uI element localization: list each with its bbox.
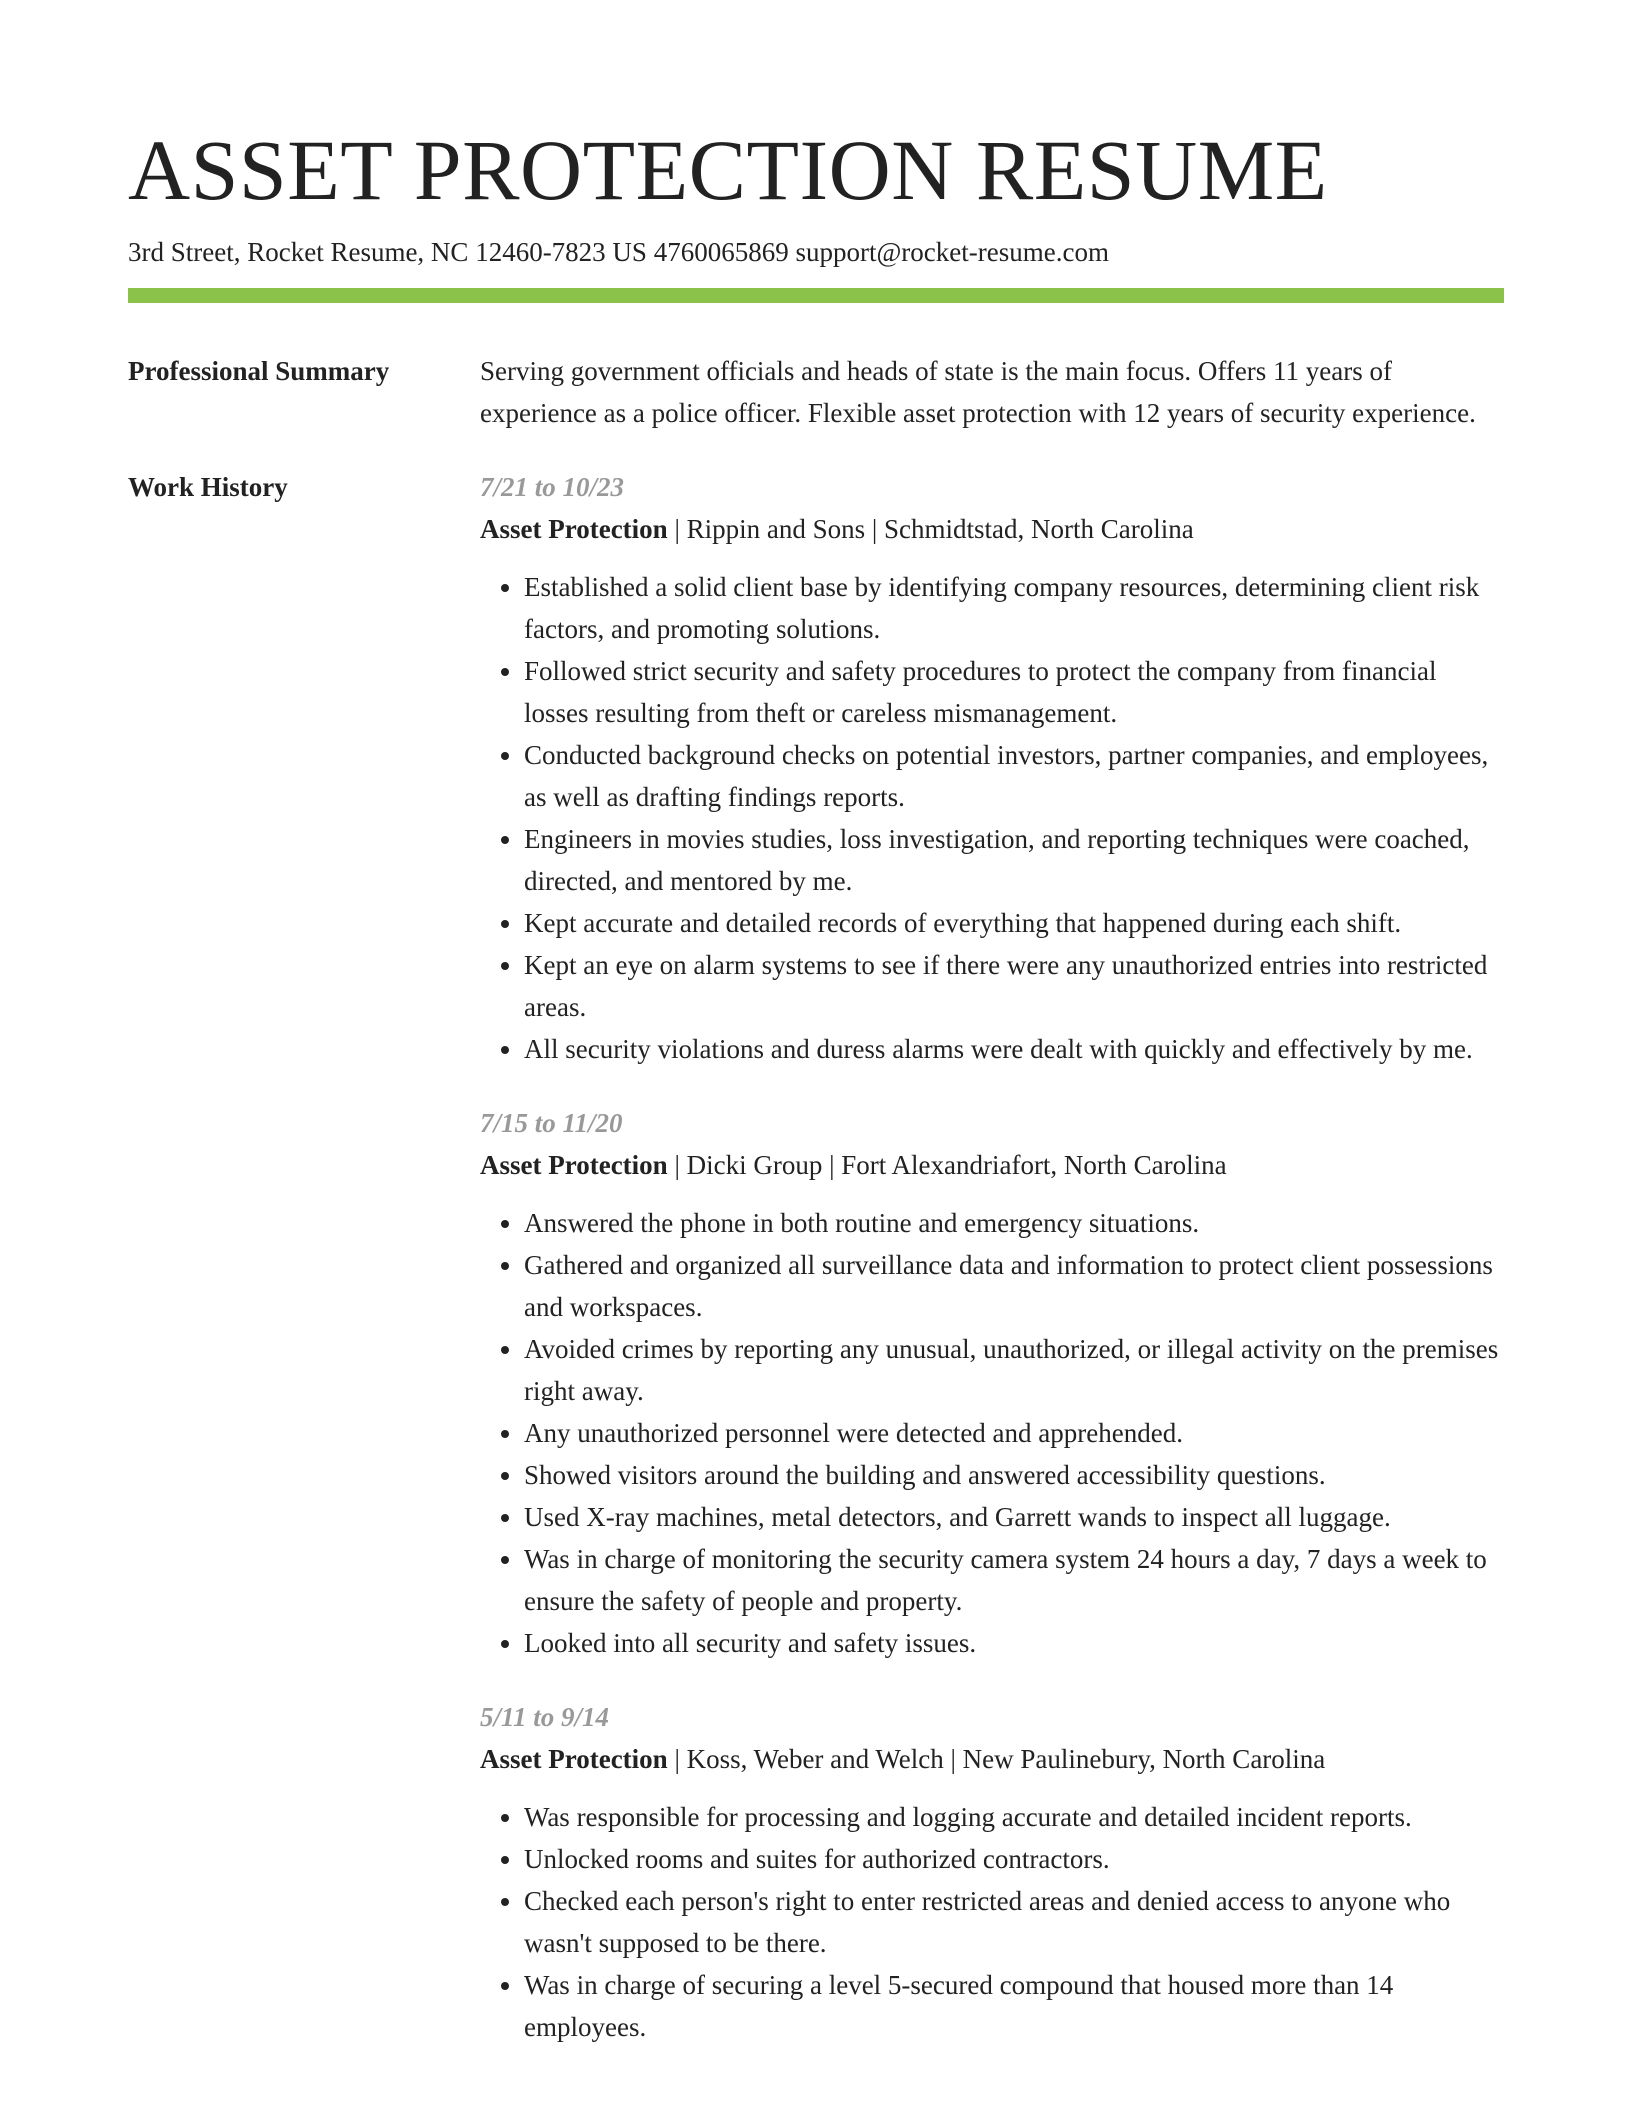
job-heading	[480, 1144, 1504, 1186]
job-bullet: • All security violations and duress alarms were dealt with quickly and effectively by me.	[524, 1028, 1504, 1070]
work-history-list	[480, 466, 1504, 2080]
job-bullet: • Gathered and organized all surveillance data and information to protect client possessions and workspaces.	[524, 1244, 1504, 1328]
job-bullet: • Showed visitors around the building and answered accessibility questions.	[524, 1454, 1504, 1496]
job-bullet-list	[480, 1202, 1504, 1664]
job-bullet: • Unlocked rooms and suites for authorized contractors.	[524, 1838, 1504, 1880]
page-title: ASSET PROTECTION RESUME	[128, 122, 1328, 218]
job-entry	[480, 1102, 1504, 1664]
job-bullet-list	[480, 566, 1504, 1070]
resume-page	[128, 0, 1504, 2080]
job-dates: 7/21 to 10/23	[480, 472, 625, 502]
job-employer-location: | Rippin and Sons | Schmidtstad, North Carolina	[667, 514, 1194, 544]
job-bullet: • Followed strict security and safety procedures to protect the company from financial losses resulting from theft or careless mismanagement.	[524, 650, 1504, 734]
job-bullet: • Avoided crimes by reporting any unusual, unauthorized, or illegal activity on the premises right away.	[524, 1328, 1504, 1412]
contact-info: 3rd Street, Rocket Resume, NC 12460-7823 US 4760065869 support@rocket-resume.com	[128, 237, 1109, 267]
job-dates: 5/11 to 9/14	[480, 1702, 610, 1732]
job-entry	[480, 1696, 1504, 2048]
job-bullet: • Any unauthorized personnel were detected and apprehended.	[524, 1412, 1504, 1454]
work-history-section	[128, 466, 1504, 2080]
header-divider	[128, 288, 1504, 303]
job-dates: 7/15 to 11/20	[480, 1108, 623, 1138]
job-title: Asset Protection	[480, 1744, 668, 1774]
summary-section	[128, 350, 1504, 434]
job-bullet: • Was responsible for processing and logging accurate and detailed incident reports.	[524, 1796, 1504, 1838]
job-bullet: • Answered the phone in both routine and emergency situations.	[524, 1202, 1504, 1244]
job-bullet: • Engineers in movies studies, loss investigation, and reporting techniques were coached, directed, and mentored by me.	[524, 818, 1504, 902]
summary-label: Professional Summary	[128, 356, 390, 386]
job-bullet: • Used X-ray machines, metal detectors, and Garrett wands to inspect all luggage.	[524, 1496, 1504, 1538]
job-bullet: • Established a solid client base by identifying company resources, determining client risk factors, and promoting solutions.	[524, 566, 1504, 650]
job-bullet: • Kept an eye on alarm systems to see if there were any unauthorized entries into restricted areas.	[524, 944, 1504, 1028]
summary-text: Serving government officials and heads of state is the main focus. Offers 11 years of experience as a police officer. Flexible asset protection with 12 years of security experience.	[480, 356, 1476, 428]
job-bullet: • Looked into all security and safety issues.	[524, 1622, 1504, 1664]
job-bullet: • Checked each person's right to enter restricted areas and denied access to anyone who wasn't supposed to be there.	[524, 1880, 1504, 1964]
job-heading	[480, 508, 1504, 550]
job-entry	[480, 466, 1504, 1070]
job-heading	[480, 1738, 1504, 1780]
job-bullet-list	[480, 1796, 1504, 2048]
job-bullet: • Kept accurate and detailed records of everything that happened during each shift.	[524, 902, 1504, 944]
job-employer-location: | Dicki Group | Fort Alexandriafort, North Carolina	[667, 1150, 1227, 1180]
job-title: Asset Protection	[480, 1150, 668, 1180]
job-bullet: • Conducted background checks on potential investors, partner companies, and employees, as well as drafting findings reports.	[524, 734, 1504, 818]
job-employer-location: | Koss, Weber and Welch | New Paulinebury, North Carolina	[667, 1744, 1326, 1774]
job-bullet: • Was in charge of securing a level 5-secured compound that housed more than 14 employees.	[524, 1964, 1504, 2048]
work-history-label: Work History	[128, 472, 288, 502]
job-bullet: • Was in charge of monitoring the security camera system 24 hours a day, 7 days a week to ensure the safety of people and property.	[524, 1538, 1504, 1622]
job-title: Asset Protection	[480, 514, 668, 544]
